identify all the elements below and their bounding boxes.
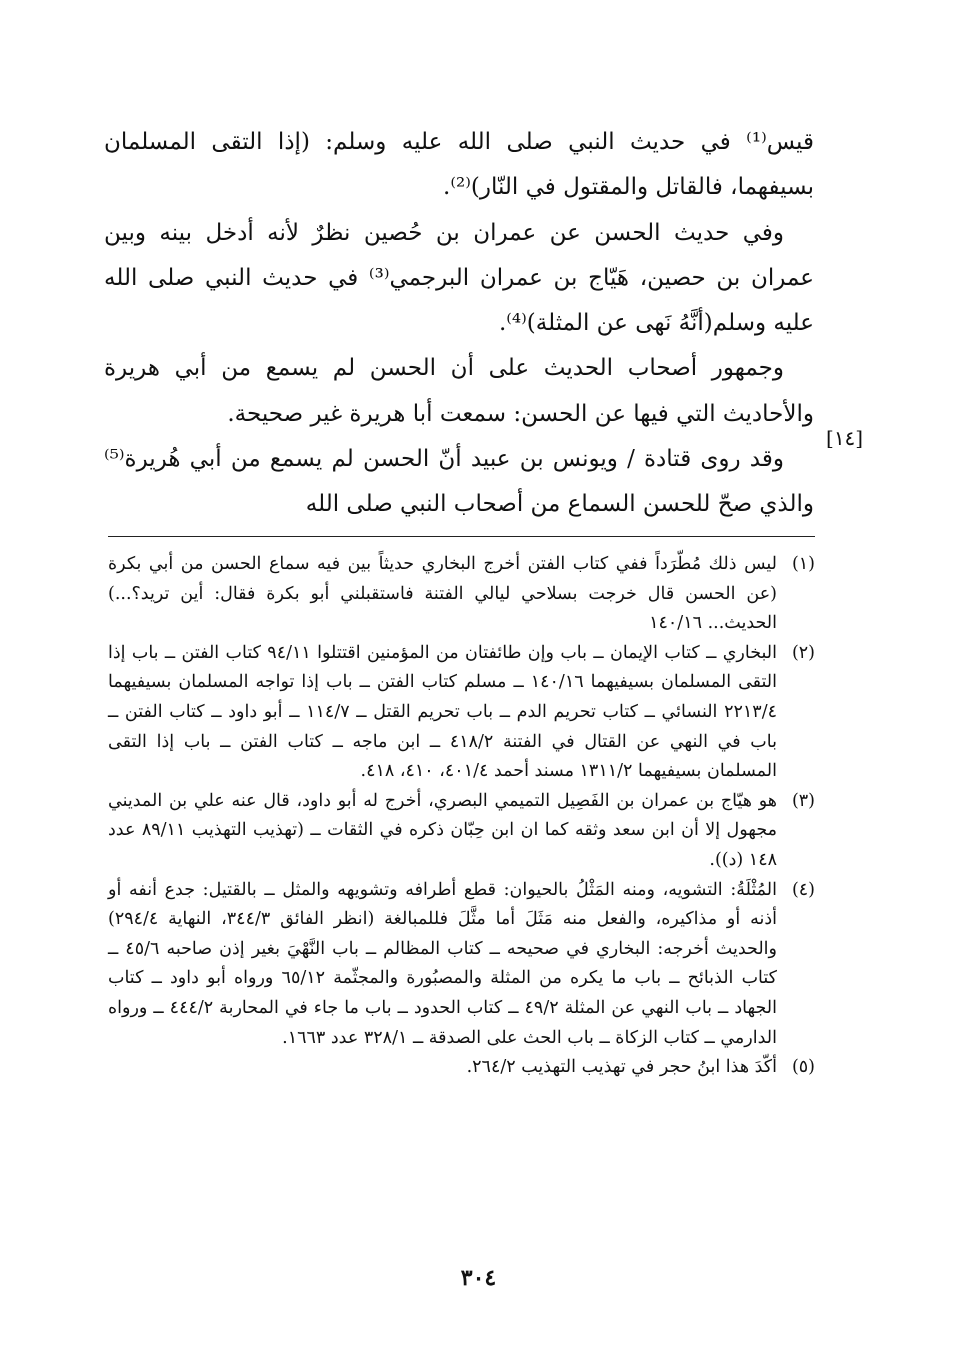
footnote-number: (٤) [791,879,815,900]
footnote-divider [108,536,815,537]
footnote-number: (٣) [791,790,815,811]
page-number: ٣٠٤ [460,1265,497,1291]
footnote [108,639,815,787]
marginal-page-marker: [١٤] [826,426,864,450]
footnote-number: (١) [791,554,815,574]
footnote-text: ليس ذلك مُطّرَداً ففي كتاب الفتن أخرج البخاري حديثاً بين فيه سماع الحسن من أبي بكرة (عن الحسن قال خرجت بسلاحي ليالي الفتنة فاستقبلني أبو بكرة فقال: أين تريد؟...) الحديث... ١٤٠/١٦ [108,554,777,634]
footnote-text: المُثْلَةُ: التشويه، ومنه المَثْلُ بالحيوان: قطع أطرافه وتشويهه والمثل ــ بالقتيل: جدع أنفه أو أذنه أو مذاكيره، والفعل منه مَثَلَ أما مثَّلَ فللمبالغة (انظر الفائق ٣٤٤/٣، النهاية ٢٩٤/٤) والحديث أخرجه: البخاري في صحيحه ــ كتاب المظالم ــ باب النَّهْيَ بغير إذن صاحبه ٤٥/٦ ــ كتاب الذبائح ــ باب ما يكره من المثلة والمصبُورة والمجثّمة ٦٥/١٢ ورواه أبو داود ــ كتاب الجهاد ــ باب النهي عن المثلة ٤٩/٢ ــ كتاب الحدود ــ باب ما جاء في المحاربة ٤٤٤/٢ ــ ورواه الدارمي ــ كتاب الزكاة ــ باب الحث على الصدقة ــ ٣٢٨/١ عدد ١٦٦٣. [108,879,777,1048]
paragraph: وجمهور أصحاب الحديث على أن الحسن لم يسمع من أبي هريرة والأحاديث التي فيها عن الحسن: سمعت أبا هريرة غير صحيحة. [104,355,814,427]
paragraph: وفي حديث الحسن عن عمران بن حُصين نظرٌ لأنه أدخل بينه وبين عمران بن حصين، هَيّاج بن عمران البرجمي⁽³⁾ في حديث النبي صلى الله عليه وسلم(أنَّهُ نَهى عن المثلة)⁽⁴⁾. [104,219,814,337]
paragraph: وقد روى قتادة / ويونس بن عبيد أنّ الحسن لم يسمع من أبي هُريرة⁽⁵⁾ والذي صحّ للحسن السماع من أصحاب النبي صلى الله [104,446,814,518]
footnotes [108,550,815,1083]
main-text [104,120,814,528]
footnote-text: البخاري ــ كتاب الإيمان ــ باب وإن طائفتان من المؤمنين اقتتلوا ٩٤/١١ كتاب الفتن ــ باب إذا التقى المسلمان بسيفيهما ١٤٠/١٦ ــ مسلم كتاب الفتن ــ باب إذا تواجه المسلمان بسيفيهما ٢٢١٣/٤ النسائي ــ كتاب تحريم الدم ــ باب تحريم القتل ــ ١١٤/٧ ــ أبو داود ــ كتاب الفتن ــ باب في النهي عن القتال في الفتنة ٤١٨/٢ ــ ابن ماجه ــ كتاب الفتن ــ باب إذا التقى المسلمان بسيفيهما ١٣١١/٢ مسند أحمد ٤٠١/٤، ٤١٠، ٤١٨. [108,642,778,782]
footnote [108,1053,815,1083]
footnote [108,787,815,876]
footnote-number: (٥) [791,1057,815,1078]
footnote [108,876,815,1054]
footnote-text: أكّدَ هذا ابنُ حجر في تهذيب التهذيب ٢٦٤/٢. [466,1057,777,1078]
footnote [108,550,815,639]
footnote-number: (٢) [791,642,815,663]
footnote-text: هو هيّاج بن عمران بن الفَصِيل التميمي البصري، أخرج له أبو داود، قال عنه علي بن المديني مجهول إلا أن ابن سعد وثقه كما ان ابن حِبّان ذكره في الثقات ــ (تهذيب التهذيب ٨٩/١١ عدد ١٤٨ (د)). [108,790,778,870]
paragraph: قيس⁽¹⁾ في حديث النبي صلى الله عليه وسلم: (إذا التقى المسلمان بسيفهما، فالقاتل والمقتول في النّار)⁽²⁾. [104,129,814,201]
